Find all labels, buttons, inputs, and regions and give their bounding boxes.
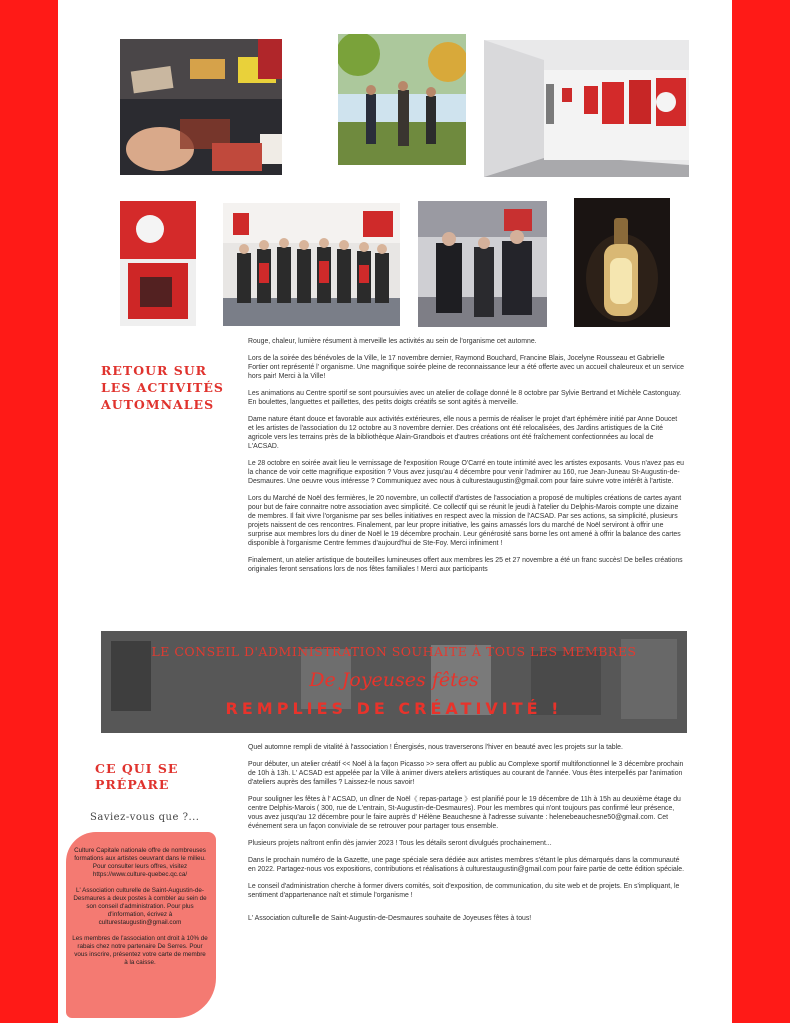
exhibition-hall-photo <box>484 40 689 177</box>
right-red-stripe <box>732 0 790 1023</box>
section-heading-prepare: CE QUI SE PRÉPARE <box>95 761 179 792</box>
paragraph: Quel automne rempli de vitalité à l'association ! Énergisés, nous traverserons l'hiver en beauté avec les projets sur la table. <box>248 744 623 751</box>
banner-line-3: REMPLIES DE CRÉATIVITÉ ! <box>225 699 563 718</box>
vernissage-guests-photo <box>418 201 547 327</box>
banner-line-1: LE CONSEIL D'ADMINISTRATION SOUHAITE À TOUS LES MEMBRES <box>151 644 637 659</box>
paragraph: Rouge, chaleur, lumière résument à merveille les activités au sein de l'organisme cet automne. <box>248 338 537 345</box>
paragraph: Finalement, un atelier artistique de bouteilles lumineuses offert aux membres les 25 et 27 novembre a été un franc succès! De belles créations originales feront sensations lors de nos fêtes familiales ! Merci aux participants <box>248 557 683 573</box>
info-paragraph: Culture Capitale nationale offre de nombreuses formations aux artistes oeuvrant dans le milieu. Pour consulter leurs offres, visitez https://www.culture-quebec.qc.ca/ <box>74 847 206 878</box>
info-paragraph: L' Association culturelle de Saint-Augustin-de-Desmaures a deux postes à combler au sein de son conseil d'administration. Pour plus d'information, écrivez à culturestaugustin@gmail.com <box>73 887 207 926</box>
paragraph: Les animations au Centre sportif se sont poursuivies avec un atelier de collage donné le 8 octobre par Sylvie Bertrand et Michèle Castonguay. En boulettes, languettes et paillettes, des petits doigts créatifs se sont agités à merveille. <box>248 390 682 406</box>
paragraph: Le conseil d'administration cherche à former divers comités, soit d'exposition, de communication, du site web et de projets. En s'impliquant, le sentiment d'appartenance naît et stimule l'organisme ! <box>248 883 680 899</box>
info-box <box>72 847 208 975</box>
paragraph: Pour débuter, un atelier créatif << Noël à la façon Picasso >> sera offert au public au Complexe sportif multifonctionnel le 3 décembre prochain de 10h à 13h. L' ACSAD est appelée par la Ville à animer divers ateliers artistiques au courant de l'année. Vous êtes interpellés par l'animation d'ateliers auprès des familles ? Laissez-le nous savoir! <box>248 761 684 786</box>
red-artwork-closeup-photo <box>120 201 196 326</box>
section1-body <box>248 337 684 582</box>
collage-workshop-photo <box>120 39 282 175</box>
banner-line-2: De Joyeuses fêtes <box>309 669 479 691</box>
saviez-vous-title: Saviez-vous que ?... <box>90 812 200 823</box>
paragraph: Le 28 octobre en soirée avait lieu le vernissage de l'exposition Rouge O'Carré en toute intimité avec les artistes exposants. Vous n'avez pas eu la chance de voir cette magnifique exposition ? Vous avez jusqu'au 4 décembre pour venir l'admirer au 160, rue Jean-Juneau St-Augustin-de-Desmaures. Une oeuvre vous intéresse ? Communiquez avec nous à culturestaugustin@gmail.com pour faire suivre votre intérêt à l'artiste. <box>248 460 685 485</box>
outdoor-activity-photo <box>338 34 466 165</box>
paragraph: Lors du Marché de Noël des fermières, le 20 novembre, un collectif d'artistes de l'association a proposé de multiples créations de cartes ayant pour but de faire connaitre notre association avec simplicité. Ce collectif qui se réunit le jeudi à l'atelier du Delphis-Marois compte une dizaine de membres. Il fait vivre l'organisme par ses belles initiatives en respect avec la mission de l'ACSAD. Par ses actions, sa simplicité, plusieurs projets naissent de ces rencontres. Finalement, par leur propre initiative, les gains amassés lors du marché de Noël serviront à offrir une surprise aux membres lors du diner de Noël le 19 décembre prochain. Leur générosité sans borne les ont amené à offrir la balance des cartes disponible à l'organisme Centre femmes d'aujourd'hui de Ste-Foy. Merci infiniment ! <box>248 495 682 547</box>
paragraph: Pour souligner les fêtes à l' ACSAD, un dîner de Noël《 repas-partage 》est planifié pour le 19 décembre de 11h à 15h au deuxième étage du centre Delphis-Marois ( 300, rue de L'entrain, St-Augustin-de-Desmaures). Pour les membres qui n'ont toujours pas confirmé leur présence, vous avez jusqu'au 12 décembre pour le faire auprès d' Hélène Beauchesne à l'adresse suivante : helenebeauchesne50@gmail.com. Cet événement sera un façon conviviale de se retrouver pour partager tous ensemble. <box>248 796 681 830</box>
holiday-banner <box>101 631 687 733</box>
section2-body <box>248 743 688 931</box>
paragraph: Plusieurs projets naîtront enfin dès janvier 2023 ! Tous les détails seront divulgués prochainement... <box>248 840 552 847</box>
group-photo <box>223 203 400 326</box>
section-heading-retour: RETOUR SUR LES ACTIVITÉS AUTOMNALES <box>101 363 224 412</box>
left-red-stripe <box>0 0 58 1023</box>
paragraph: L' Association culturelle de Saint-Augustin-de-Desmaures souhaite de Joyeuses fêtes à tous! <box>248 915 532 922</box>
paragraph: Dame nature étant douce et favorable aux activités extérieures, elle nous a permis de réaliser le projet d'art éphémère initié par Anne Doucet et les artistes de l'association du 12 octobre au 3 novembre dernier. Des créations ont été relocalisées, des Jardins artistiques de la Cité agricole vers les terrains près de la bibliothèque Alain-Grandbois et d'autres créations ont été fraîchement confectionnées au local de L'ACSAD. <box>248 416 678 450</box>
illuminated-bottle-photo <box>574 198 670 327</box>
paragraph: Lors de la soirée des bénévoles de la Ville, le 17 novembre dernier, Raymond Bouchard, Francine Blais, Jocelyne Rousseau et Gabrielle Fortier ont représenté l' organisme. Une magnifique soirée pleine de reconnaissance leur a été offerte avec un accueil chaleureux et un service hors pair! Merci à la Ville! <box>248 355 684 380</box>
info-paragraph: Les membres de l'association ont droit à 10% de rabais chez notre partenaire De Serres. Pour vous inscrire, présentez votre carte de membre à la caisse. <box>72 935 208 966</box>
paragraph: Dans le prochain numéro de la Gazette, une page spéciale sera dédiée aux artistes membres s'étant le plus démarqués dans la communauté en 2022. Partagez-nous vos expositions, contributions et réalisations à culturestaugustin@gmail.com pour faire partie de cette édition spéciale. <box>248 857 684 873</box>
